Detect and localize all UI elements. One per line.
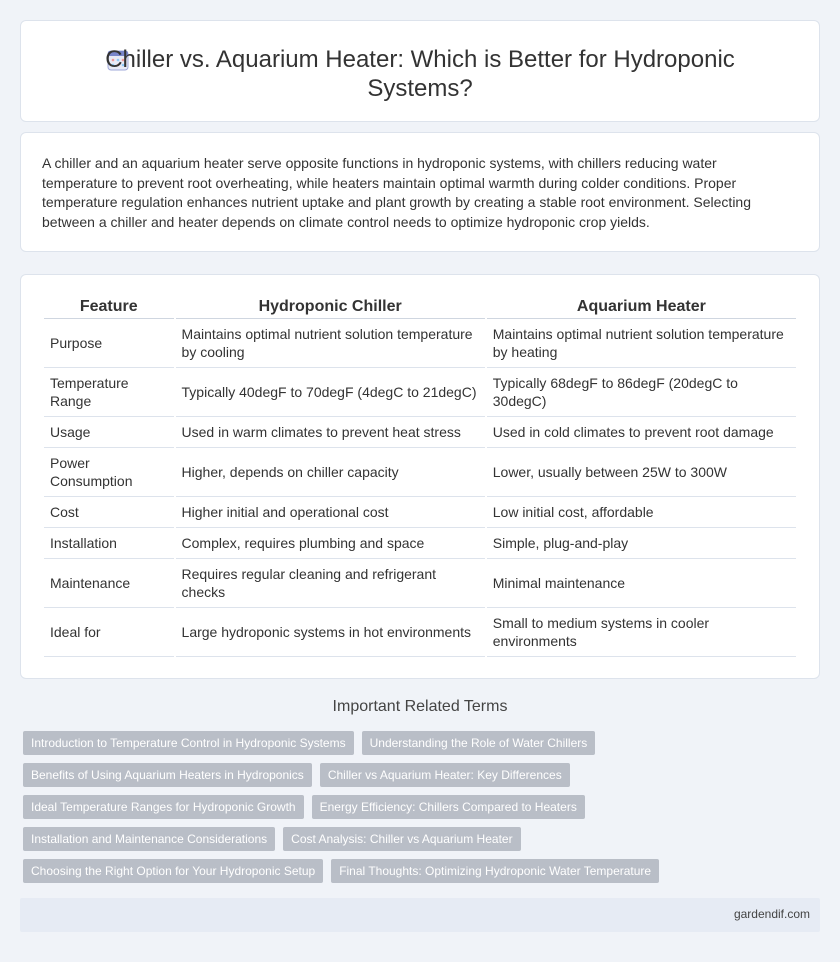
column-header: Hydroponic Chiller (176, 295, 485, 319)
table-header-row (44, 295, 796, 319)
table-row (44, 417, 796, 448)
table-cell: Minimal maintenance (487, 559, 796, 608)
table-cell: Lower, usually between 25W to 300W (487, 448, 796, 497)
related-term-tag[interactable]: Benefits of Using Aquarium Heaters in Hydroponics (23, 763, 312, 787)
column-header: Aquarium Heater (487, 295, 796, 319)
table-cell: Typically 68degF to 86degF (20degC to 30degC) (487, 368, 796, 417)
related-term-tag[interactable]: Chiller vs Aquarium Heater: Key Differences (320, 763, 570, 787)
related-term-tag[interactable]: Final Thoughts: Optimizing Hydroponic Water Temperature (331, 859, 659, 883)
table-cell: Ideal for (44, 608, 174, 657)
related-term-tag[interactable]: Understanding the Role of Water Chillers (362, 731, 596, 755)
table-cell: Temperature Range (44, 368, 174, 417)
table-cell: Large hydroponic systems in hot environments (176, 608, 485, 657)
table-cell: Typically 40degF to 70degF (4degC to 21degC) (176, 368, 485, 417)
header-card (20, 20, 820, 122)
table-cell: Small to medium systems in cooler environments (487, 608, 796, 657)
related-term-tag[interactable]: Choosing the Right Option for Your Hydroponic Setup (23, 859, 323, 883)
table-cell: Usage (44, 417, 174, 448)
table-cell: Maintains optimal nutrient solution temperature by cooling (176, 319, 485, 368)
table-cell: Higher, depends on chiller capacity (176, 448, 485, 497)
related-term-tag[interactable]: Cost Analysis: Chiller vs Aquarium Heater (283, 827, 520, 851)
table-cell: Installation (44, 528, 174, 559)
table-row (44, 368, 796, 417)
table-cell: Used in cold climates to prevent root damage (487, 417, 796, 448)
table-cell: Higher initial and operational cost (176, 497, 485, 528)
comparison-table-card (20, 274, 820, 679)
table-row (44, 528, 796, 559)
table-cell: Simple, plug-and-play (487, 528, 796, 559)
table-row (44, 497, 796, 528)
related-term-tag[interactable]: Installation and Maintenance Considerations (23, 827, 275, 851)
related-term-tag[interactable]: Ideal Temperature Ranges for Hydroponic Growth (23, 795, 304, 819)
table-cell: Requires regular cleaning and refrigerant checks (176, 559, 485, 608)
table-row (44, 608, 796, 657)
intro-paragraph: A chiller and an aquarium heater serve opposite functions in hydroponic systems, with chillers reducing water temperature to prevent root overheating, while heaters maintain optimal warmth during colder conditions. Proper temperature regulation enhances nutrient uptake and plant growth by creating a stable root environment. Selecting between a chiller and heater depends on climate control needs to optimize hydroponic crop yields. (42, 155, 751, 230)
table-row (44, 448, 796, 497)
table-cell: Complex, requires plumbing and space (176, 528, 485, 559)
table-row (44, 319, 796, 368)
table-cell: Low initial cost, affordable (487, 497, 796, 528)
table-row (44, 559, 796, 608)
related-term-tag[interactable]: Introduction to Temperature Control in Hydroponic Systems (23, 731, 354, 755)
intro-card (20, 132, 820, 252)
comparison-table (42, 295, 798, 657)
table-cell: Cost (44, 497, 174, 528)
table-cell: Maintenance (44, 559, 174, 608)
related-terms-list (23, 731, 823, 891)
page-title: Chiller vs. Aquarium Heater: Which is Better for Hydroponic Systems? (105, 46, 735, 102)
column-header: Feature (44, 295, 174, 319)
table-cell: Used in warm climates to prevent heat stress (176, 417, 485, 448)
related-terms-title: Important Related Terms (332, 698, 508, 715)
table-cell: Power Consumption (44, 448, 174, 497)
table-cell: Purpose (44, 319, 174, 368)
footer (20, 898, 820, 932)
footer-site-link[interactable]: gardendif.com (733, 907, 810, 921)
related-term-tag[interactable]: Energy Efficiency: Chillers Compared to Heaters (312, 795, 585, 819)
table-cell: Maintains optimal nutrient solution temperature by heating (487, 319, 796, 368)
